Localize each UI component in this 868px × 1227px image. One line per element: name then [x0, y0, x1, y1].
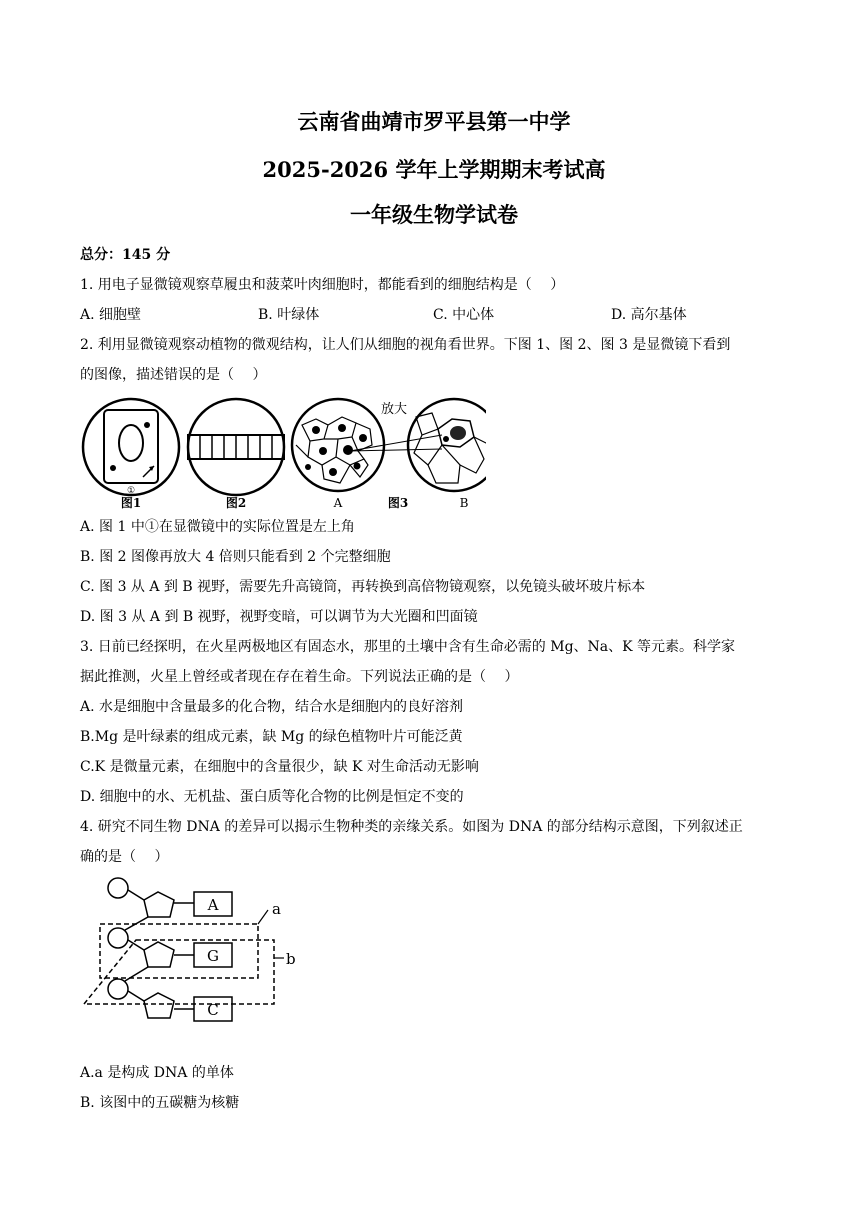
fig3-caption: 图3: [387, 496, 409, 510]
q4-dna-structure-figure: [78, 872, 308, 1044]
nucleotide-1: [108, 878, 232, 917]
q2-option-c: C. 图 3 从 A 到 B 视野，需要先升高镜筒，再转换到高倍物镜观察，以免镜头破坏玻片标本: [80, 579, 646, 595]
q4-stem-line1: 4. 研究不同生物 DNA 的差异可以揭示生物种类的亲缘关系。如图为 DNA 的部分结构示意图，下列叙述正: [80, 819, 743, 835]
q4-option-a: A.a 是构成 DNA 的单体: [80, 1065, 234, 1081]
dashed-box-a: [100, 924, 258, 978]
q2-stem-line1: 2. 利用显微镜观察动植物的微观结构，让人们从细胞的视角看世界。下图 1、图 2、图 3 是显微镜下看到: [80, 337, 731, 353]
q1-option-b: B. 叶绿体: [258, 307, 320, 323]
q3-stem-line2: 据此推测，火星上曾经或者现在存在着生命。下列说法正确的是（ ）: [80, 669, 519, 685]
label-a: a: [272, 900, 281, 918]
base-c: C: [207, 1001, 219, 1019]
q1-option-a: A. 细胞壁: [80, 307, 142, 323]
base-g: G: [207, 947, 219, 965]
magnify-label: 放大: [380, 402, 408, 417]
exam-title-line1: 云南省曲靖市罗平县第一中学: [297, 109, 571, 134]
fig3-label-a: A: [333, 496, 343, 510]
q4-stem-line2: 确的是（ ）: [80, 849, 169, 865]
fig2-caption: 图2: [225, 496, 247, 510]
q2-microscope-figure: [76, 395, 486, 510]
dashed-box-b: [84, 940, 274, 1004]
fig1-caption: 图1: [120, 496, 142, 510]
q2-option-d: D. 图 3 从 A 到 B 视野，视野变暗，可以调节为大光圈和凹面镜: [80, 609, 478, 625]
q1-option-d: D. 高尔基体: [611, 307, 687, 323]
q1-option-c: C. 中心体: [433, 307, 495, 323]
fig3-label-b: B: [459, 496, 469, 510]
q3-option-c: C.K 是微量元素，在细胞中的含量很少，缺 K 对生命活动无影响: [80, 759, 479, 775]
fig1-marker: ①: [126, 486, 136, 496]
nucleotide-2: [108, 928, 232, 967]
base-a: A: [207, 896, 219, 914]
q3-option-d: D. 细胞中的水、无机盐、蛋白质等化合物的比例是恒定不变的: [80, 789, 464, 805]
q3-option-a: A. 水是细胞中含量最多的化合物，结合水是细胞内的良好溶剂: [80, 699, 464, 715]
q3-option-b: B.Mg 是叶绿素的组成元素，缺 Mg 的绿色植物叶片可能泛黄: [80, 729, 463, 745]
fig3-view-b: [408, 399, 486, 491]
q4-option-b: B. 该图中的五碳糖为核糖: [80, 1095, 240, 1111]
exam-title-line2: 2025-2026 学年上学期期末考试高: [262, 157, 606, 182]
q1-stem: 1. 用电子显微镜观察草履虫和菠菜叶肉细胞时，都能看到的细胞结构是（ ）: [80, 277, 565, 293]
q2-option-a: A. 图 1 中①在显微镜中的实际位置是左上角: [80, 519, 355, 535]
label-b: b: [286, 950, 296, 968]
fig2-view: [188, 399, 284, 495]
fig1-view: [83, 399, 179, 496]
fig3-view-a: [292, 399, 384, 491]
total-score: 总分：145 分: [80, 247, 171, 263]
exam-title-line3: 一年级生物学试卷: [350, 202, 518, 227]
nucleotide-3: [108, 979, 232, 1021]
q2-stem-line2: 的图像，描述错误的是（ ）: [80, 367, 267, 383]
q3-stem-line1: 3. 日前已经探明，在火星两极地区有固态水，那里的土壤中含有生命必需的 Mg、Na、K 等元素。科学家: [80, 639, 736, 655]
q2-option-b: B. 图 2 图像再放大 4 倍则只能看到 2 个完整细胞: [80, 549, 391, 565]
